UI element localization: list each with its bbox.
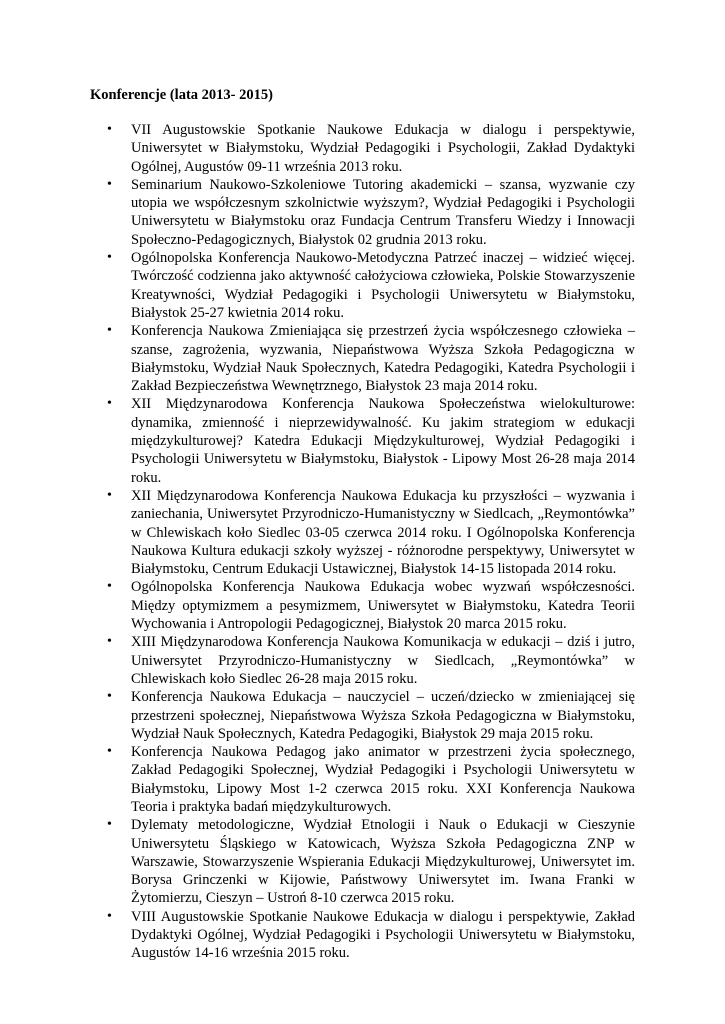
list-item — [0, 633, 725, 688]
bullet-icon: • — [107, 487, 112, 503]
list-item — [0, 816, 725, 907]
list-item — [0, 743, 725, 816]
bullet-icon: • — [107, 908, 112, 924]
list-item — [0, 121, 725, 176]
list-item-text: Dylematy metodologiczne, Wydział Etnologii i Nauk o Edukacji w Cieszynie Uniwersytetu Śląskiego w Katowicach, Wyższa Szkoła Pedagogiczna ZNP w Warszawie, Stowarzyszenie Wspierania Edukacji Międzykulturowej, Uniwersytet im. Borysa Grinczenki w Kijowie, Państwowy Uniwersytet im. Iwana Franki w Żytomierzu, Cieszyn – Ustroń 8-10 czerwca 2015 roku. — [131, 817, 635, 907]
list-item — [0, 176, 725, 249]
section-heading: Konferencje (lata 2013- 2015) — [90, 87, 273, 103]
bullet-icon: • — [107, 176, 112, 192]
bullet-icon: • — [107, 744, 112, 760]
list-item — [0, 578, 725, 633]
list-item-text: VII Augustowskie Spotkanie Naukowe Edukacja w dialogu i perspektywie, Uniwersytet w Białymstoku, Wydział Pedagogiki i Psychologii, Zakład Dydaktyki Ogólnej, Augustów 09-11 września 2013 roku. — [131, 122, 635, 175]
bullet-icon: • — [107, 122, 112, 137]
list-item-text: Seminarium Naukowo-Szkoleniowe Tutoring akademicki – szansa, wyzwanie czy utopia we współczesnym szkolnictwie wyższym?, Wydział Pedagogiki i Psychologii Uniwersytetu w Białymstoku oraz Fundacja Centrum Transferu Wiedzy i Innowacji Społeczno-Pedagogicznych, Białystok 02 grudnia 2013 roku. — [131, 176, 635, 248]
list-item-text: Ogólnopolska Konferencja Naukowo-Metodyczna Patrzeć inaczej – widzieć więcej. Twórczość codzienna jako aktywność całożyciowa człowieka, Polskie Stowarzyszenie Kreatywności, Wydział Pedagogiki i Psychologii Uniwersytetu w Białymstoku, Białystok 25-27 kwietnia 2014 roku. — [131, 250, 635, 321]
bullet-icon: • — [107, 323, 112, 339]
bullet-icon: • — [107, 250, 112, 266]
list-item — [0, 908, 725, 963]
list-item — [0, 322, 725, 395]
list-item-text: Konferencja Naukowa Edukacja – nauczyciel – uczeń/dziecko w zmieniającej się przestrzeni społecznej, Niepaństwowa Wyższa Szkoła Pedagogiczna w Białymstoku, Wydział Nauk Społecznych, Katedra Pedagogiki, Białystok 29 maja 2015 roku. — [131, 689, 635, 742]
bullet-icon: • — [107, 579, 112, 595]
list-item — [0, 487, 725, 578]
list-item-text: XII Międzynarodowa Konferencja Naukowa Edukacja ku przyszłości – wyzwania i zaniechania, Uniwersytet Przyrodniczo-Humanistyczny w Siedlcach, „Reymontówka” w Chlewiskach koło Siedlec 03-05 czerwca 2014 roku. I Ogólnopolska Konferencja Naukowa Kultura edukacji szkoły wyższej - różnorodne perspektywy, Uniwersytet w Białymstoku, Centrum Edukacji Ustawicznej, Białystok 14-15 listopada 2014 roku. — [131, 487, 635, 578]
conference-list — [0, 121, 725, 963]
list-item — [0, 395, 725, 486]
bullet-icon: • — [107, 396, 112, 412]
list-item-text: XIII Międzynarodowa Konferencja Naukowa Komunikacja w edukacji – dziś i jutro, Uniwersytet Przyrodniczo-Humanistyczny w Siedlcach, „Reymontówka” w Chlewiskach koło Siedlec 26-28 maja 2015 roku. — [131, 634, 635, 687]
list-item-text: VIII Augustowskie Spotkanie Naukowe Edukacja w dialogu i perspektywie, Zakład Dydaktyki Ogólnej, Wydział Pedagogiki i Psychologii Uniwersytetu w Białymstoku, Augustów 14-16 września 2015 roku. — [131, 908, 635, 962]
list-item-text: XII Międzynarodowa Konferencja Naukowa Społeczeństwa wielokulturowe: dynamika, zmienność i nieprzewidywalność. Ku jakim strategiom w edukacji międzykulturowej? Katedra Edukacji Międzykulturowej, Wydział Pedagogiki i Psychologii Uniwersytetu w Białymstoku, Białystok - Lipowy Most 26-28 maja 2014 roku. — [131, 396, 635, 486]
bullet-icon: • — [107, 634, 112, 650]
list-item-text: Ogólnopolska Konferencja Naukowa Edukacja wobec wyzwań współczesności. Między optymizmem a pesymizmem, Uniwersytet w Białymstoku, Katedra Teorii Wychowania i Antropologii Pedagogicznej, Białystok 20 marca 2015 roku. — [131, 579, 635, 633]
list-item-text: Konferencja Naukowa Pedagog jako animator w przestrzeni życia społecznego, Zakład Pedagogiki Społecznej, Wydział Pedagogiki i Psychologii Uniwersytetu w Białymstoku, Lipowy Most 1-2 czerwca 2015 roku. XXI Konferencja Naukowa Teoria i praktyka badań międzykulturowych. — [131, 744, 635, 815]
bullet-icon: • — [107, 817, 112, 833]
list-item — [0, 688, 725, 743]
list-item — [0, 249, 725, 322]
bullet-icon: • — [107, 689, 112, 705]
list-item-text: Konferencja Naukowa Zmieniająca się przestrzeń życia współczesnego człowieka – szanse, zagrożenia, wyzwania, Niepaństwowa Wyższa Szkoła Pedagogiczna w Białymstoku, Wydział Nauk Społecznych, Katedra Pedagogiki, Katedra Psychologii i Zakład Bezpieczeństwa Wewnętrznego, Białystok 23 maja 2014 roku. — [131, 323, 635, 395]
